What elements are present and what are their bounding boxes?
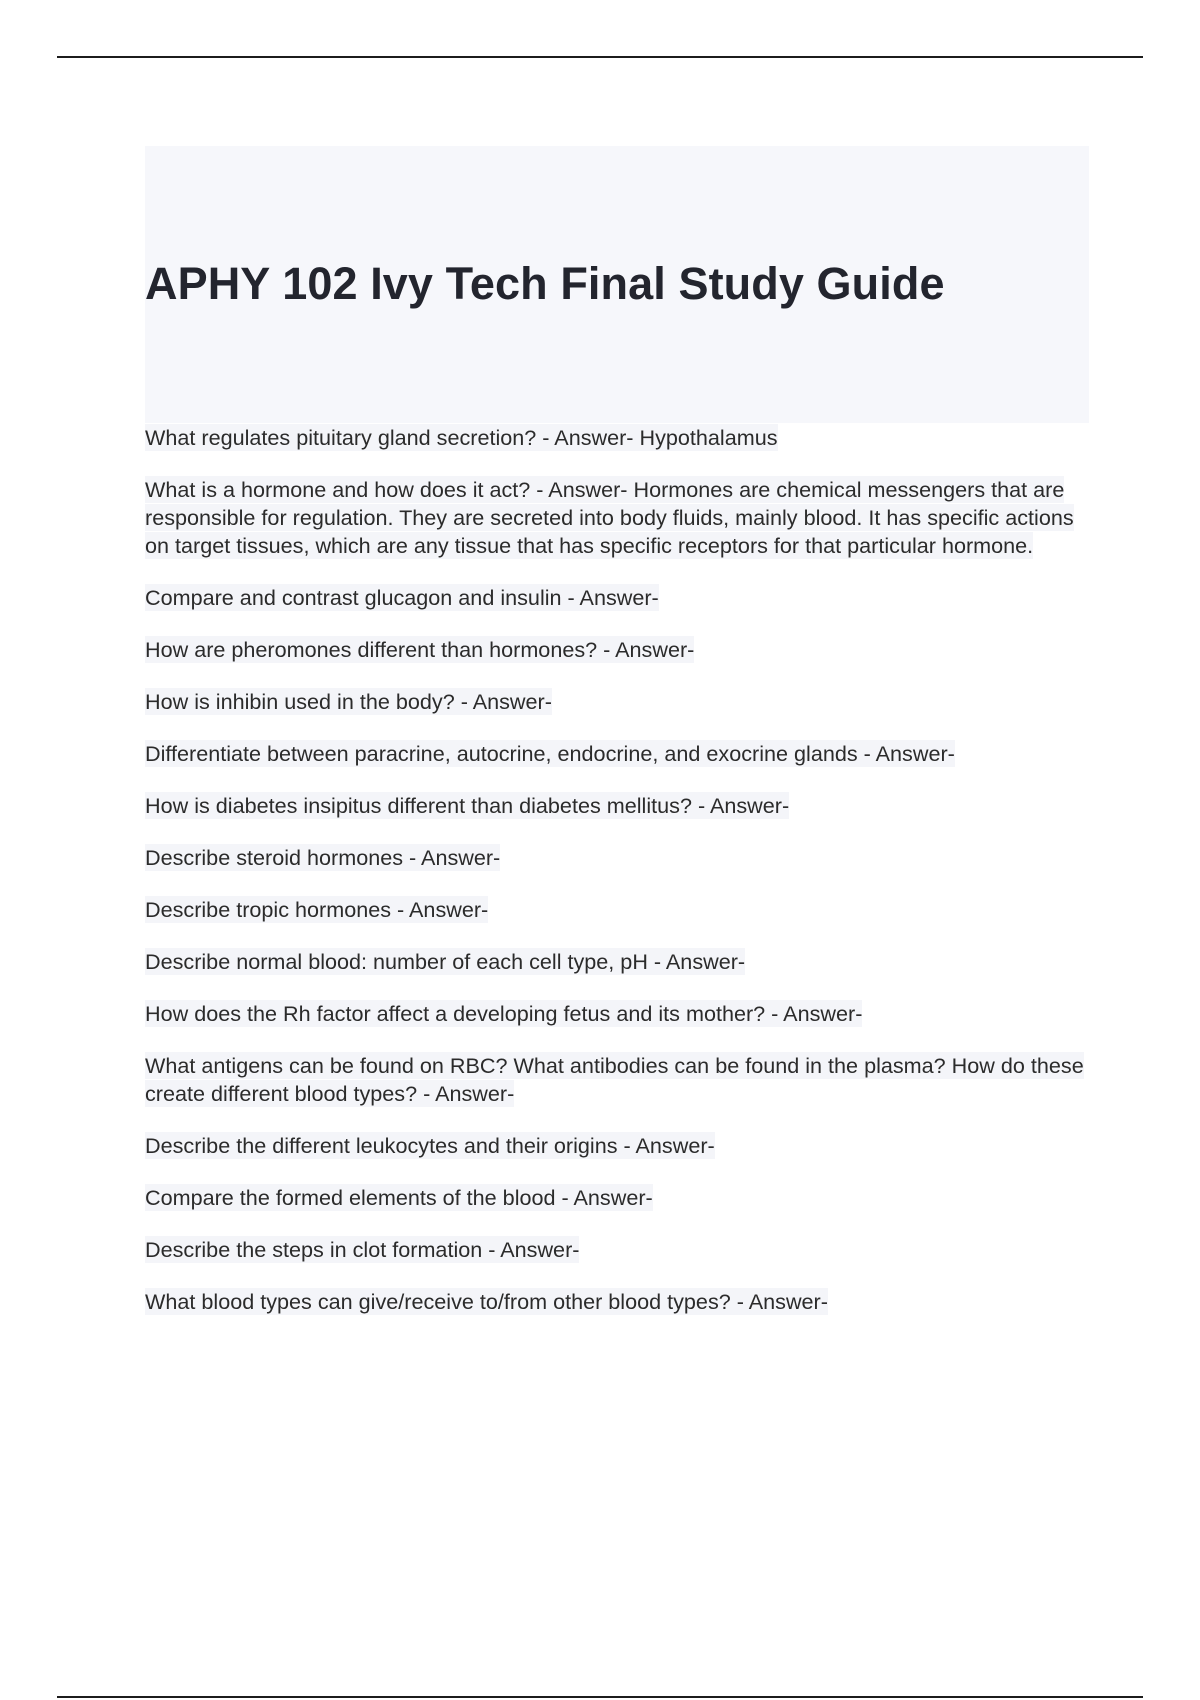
question-list (145, 424, 1095, 1340)
question-item (145, 1052, 1095, 1108)
question-text: Describe steroid hormones - Answer- (145, 845, 501, 870)
question-text: Compare the formed elements of the blood - Answer- (145, 1185, 653, 1210)
question-item (145, 948, 1095, 976)
question-text: Describe the different leukocytes and their origins - Answer- (145, 1133, 715, 1158)
question-item (145, 476, 1095, 560)
question-item (145, 1184, 1095, 1212)
question-text: Describe tropic hormones - Answer- (145, 897, 489, 922)
question-item (145, 584, 1095, 612)
question-item (145, 424, 1095, 452)
question-text: How does the Rh factor affect a developing fetus and its mother? - Answer- (145, 1001, 863, 1026)
question-item (145, 1288, 1095, 1316)
question-text: What antigens can be found on RBC? What antibodies can be found in the plasma? How do these create different blood types? - Answer- (145, 1053, 1084, 1106)
question-item (145, 688, 1095, 716)
question-item (145, 844, 1095, 872)
question-item (145, 792, 1095, 820)
title-banner (145, 146, 1089, 423)
question-item (145, 1000, 1095, 1028)
question-text: What is a hormone and how does it act? - Answer- Hormones are chemical messengers that are responsible for regulation. They are secreted into body fluids, mainly blood. It has specific actions on target tissues, which are any tissue that has specific receptors for that particular hormone. (145, 477, 1074, 558)
question-text: How is inhibin used in the body? - Answer- (145, 689, 552, 714)
question-text: Compare and contrast glucagon and insulin - Answer- (145, 585, 659, 610)
question-text: How is diabetes insipitus different than diabetes mellitus? - Answer- (145, 793, 790, 818)
bottom-rule (57, 1696, 1143, 1698)
question-item (145, 740, 1095, 768)
question-item (145, 1132, 1095, 1160)
question-item (145, 896, 1095, 924)
question-text: How are pheromones different than hormones? - Answer- (145, 637, 695, 662)
question-item (145, 636, 1095, 664)
page-title: APHY 102 Ivy Tech Final Study Guide (145, 258, 945, 309)
question-text: Describe the steps in clot formation - Answer- (145, 1237, 580, 1262)
top-rule (57, 56, 1143, 58)
question-item (145, 1236, 1095, 1264)
question-text: What regulates pituitary gland secretion? - Answer- Hypothalamus (145, 425, 778, 450)
question-text: Describe normal blood: number of each cell type, pH - Answer- (145, 949, 746, 974)
question-text: What blood types can give/receive to/from other blood types? - Answer- (145, 1289, 828, 1314)
question-text: Differentiate between paracrine, autocrine, endocrine, and exocrine glands - Answer- (145, 741, 955, 766)
